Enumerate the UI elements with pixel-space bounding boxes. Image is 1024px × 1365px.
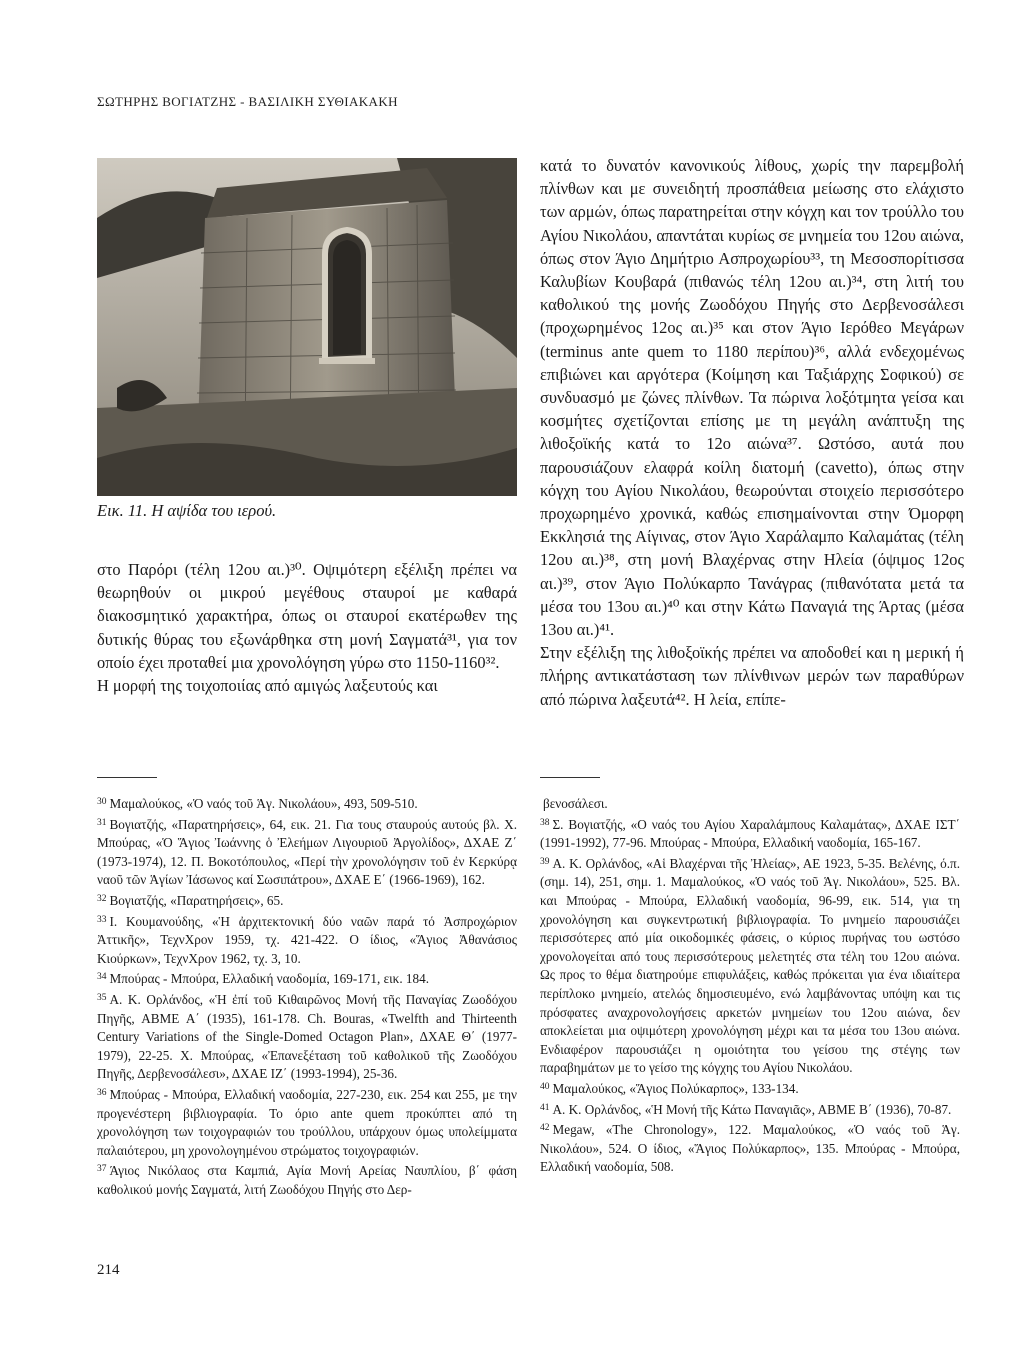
- footnote-number: 41: [540, 1102, 550, 1113]
- footnote-number: 39: [540, 856, 550, 867]
- body-column-left: [97, 558, 517, 697]
- footnote-text: Βογιατζής, «Παρατηρήσεις», 64, εικ. 21. Για τους σταυρούς αυτούς βλ. Χ. Μπούρας, «Ὁ Ἅγιος Ἰωάννης ὁ Ἐλεήμων Λιγουριοῦ Ἀργολίδος», ΔΧΑΕ Ζ΄ (1973-1974), 12. Π. Βοκοτόπουλος, «Περί τὴν χρονολόγησιν τοῦ ἐν Κερκύρᾳ ναοῦ τῶν Ἁγίων Ἰάσωνος καί Σωσιπάτρου», ΔΧΑΕ Ε΄ (1966-1969), 162.: [97, 816, 517, 888]
- footnote-number: 42: [540, 1123, 550, 1134]
- footnote-text: Α. Κ. Ορλάνδος, «Ἡ Μονή τῆς Κάτω Παναγιᾶς», ΑΒΜΕ Β΄ (1936), 70-87.: [552, 1101, 952, 1117]
- footnote: [97, 793, 517, 814]
- footnote: [540, 1078, 960, 1099]
- page-number: 214: [97, 1262, 120, 1278]
- footnote-text: Megaw, «The Chronology», 122. Μαμαλούκος, «Ὁ ναός τοῦ Ἁγ. Νικολάου», 524. Ο ίδιος, «Ἅγιος Πολύκαρπος», 135. Μπούρας - Μπούρα, Ελλαδική ναοδομία, 508.: [540, 1122, 960, 1175]
- footnote-number: 40: [540, 1081, 550, 1092]
- footnote: [540, 1119, 960, 1177]
- figure-caption: Εικ. 11. Η αψίδα του ιερού.: [97, 501, 277, 520]
- footnote-number: 37: [97, 1164, 107, 1175]
- footnote-divider: [97, 777, 157, 778]
- footnote-text: Άγιος Νικόλαος στα Καμπιά, Αγία Μονή Αρείας Ναυπλίου, β΄ φάση καθολικού μονής Σαγματά, λιτή Ζωοδόχου Πηγής στο Δερ-: [97, 1163, 517, 1197]
- footnotes-right: [540, 793, 960, 1177]
- footnote-divider: [540, 777, 600, 778]
- body-column-right: [540, 154, 964, 711]
- footnote-text: Α. Κ. Ορλάνδος, «Ἡ ἐπί τοῦ Κιθαιρῶνος Μονή τῆς Παναγίας Ζωοδόχου Πηγῆς, ΑΒΜΕ Α΄ (1935), 161-178. Ch. Bouras, «Twelfth and Thirteenth Century Variations of the Single-Domed Octagon Plan», ΔΧΑΕ Θ΄ (1977-1979), 22-25. Χ. Μπούρας, «Ἐπανεξέταση τοῦ καθολικοῦ τῆς Ζωοδόχου Πηγῆς, Δερβενοσάλεσι», ΔΧΑΕ ΙΖ΄ (1993-1994), 25-36.: [97, 991, 517, 1082]
- footnotes-left: [97, 793, 517, 1199]
- footnote: [540, 793, 960, 814]
- body-paragraph: Η μορφή της τοιχοποιίας από αμιγώς λαξευτούς και: [97, 676, 438, 696]
- footnote-number: 33: [97, 914, 107, 925]
- footnote-text: Βογιατζής, «Παρατηρήσεις», 65.: [109, 892, 284, 908]
- footnote-number: 38: [540, 817, 550, 828]
- footnote-text: Μαμαλούκος, «Ὁ ναός τοῦ Ἁγ. Νικολάου», 493, 509-510.: [109, 796, 418, 811]
- footnote: [97, 1084, 517, 1160]
- body-paragraph: κατά το δυνατόν κανονικούς λίθους, χωρίς την παρεμβολή πλίνθων και με συνειδητή προσπάθεια μείωσης στο ελάχιστο των αρμών, όπως παρατηρείται στην κόγχη και τον τρούλλο του Αγίου Νικολάου, απαντάται κυρίως σε μνημεία του 12ου αιώνα, όπως στον Άγιο Δημήτριο Ασπροχωρίου³³, τη Μεσοσπορίτισσα Καλυβίων Κουβαρά (πιθανώς τέλη 12ου αι.)³⁴, στη λιτή του καθολικού της μονής Ζωοδόχου Πηγής στο Δερβενοσάλεσι (προχωρημένος 12ος αι.)³⁵ και στον Άγιο Ιερόθεο Μεγάρων (terminus ante quem το 1180 περίπου)³⁶, αλλά ενδεχομένως επιβιώνει και αργότερα (Κοίμηση και Ταξιάρχης Σοφικού) σε συνδυασμό με ζώνες πλίνθων. Τα πώρινα λοξότμητα γείσα και κοσμήτες σχετίζονται επίσης με τη μεγάλη ανάπτυξη της λιθοξοϊκής κατά το 12ο αιώνα³⁷. Ωστόσο, αυτά που παρουσιάζουν ελαφρά κοίλη διατομή (cavetto), όπως στην κόγχη του Αγίου Νικολάου, θεωρούνται στοιχείο περισσότερο προχωρημένο χρονικά, καθώς επισημαίνονται στην Όμορφη Εκκλησιά της Αίγινας, στον Άγιο Χαράλαμπο Καλαμάτας (τέλη 12ου αι.)³⁸, στη μονή Βλαχέρνας στην Ηλεία (όψιμος 12ος αι.)³⁹, στον Άγιο Πολύκαρπο Τανάγρας (πιθανότατα μετά τα μέσα του 13ου αι.)⁴⁰ και στην Κάτω Παναγιά της Άρτας (μέσα 13ου αι.)⁴¹.: [540, 156, 964, 640]
- body-paragraph: στο Παρόρι (τέλη 12ου αι.)³⁰. Οψιμότερη εξέλιξη πρέπει να θεωρηθούν οι μικρού μεγέθους σταυροί με καθαρά διακοσμητικό χαρακτήρα, όπως οι σταυροί εκατέρωθεν της δυτικής θύρας του εξωνάρθηκα στη μονή Σαγματά³¹, για τον οποίο έχει προταθεί μια χρονολόγηση γύρω στο 1150-1160³².: [97, 560, 517, 672]
- footnote: [540, 1099, 960, 1120]
- footnote-text: Μπούρας - Μπούρα, Ελλαδική ναοδομία, 169-171, εικ. 184.: [109, 971, 429, 987]
- footnote-number: 31: [97, 817, 107, 828]
- footnote-text: βενοσάλεσι.: [543, 796, 608, 811]
- footnote: [97, 968, 517, 989]
- footnote-number: 30: [97, 797, 107, 807]
- apse-photo-illustration: [97, 158, 517, 496]
- footnote-text: Ι. Κουμανούδης, «Ἡ ἀρχιτεκτονική δύο ναῶν παρά τό Ἀσπροχώριον Ἀττικῆς», ΤεχνΧρον 1959, τχ. 421-422. Ο ίδιος, «Ἅγιος Ἀθανάσιος Κιούρκων», ΤεχνΧρον 1962, τχ. 3, 10.: [97, 913, 517, 966]
- body-paragraph: Στην εξέλιξη της λιθοξοϊκής πρέπει να αποδοθεί και η μερική ή πλήρης αντικατάσταση των πλίνθινων μερών των παραθύρων από πώρινα λαξευτά⁴². Η λεία, επίπε-: [540, 643, 964, 709]
- footnote: [97, 989, 517, 1084]
- footnote-text: Σ. Βογιατζής, «Ο ναός του Αγίου Χαραλάμπους Καλαμάτας», ΔΧΑΕ ΙΣΤ΄ (1991-1992), 77-96. Μπούρας - Μπούρα, Ελλαδική ναοδομία, 165-167.: [540, 816, 960, 851]
- footnote-text: Μπούρας - Μπούρα, Ελλαδική ναοδομία, 227-230, εικ. 254 και 255, με την προγενέστερη βιβλιογραφία. Το όριο ante quem προκύπτει από τη χρονολόγηση των τοιχογραφιών του τρούλλου, υπάρχουν όμως υπολείμματα παλαιότερου, μη χρονολογημένου στρώματος τοιχογραφιών.: [97, 1086, 517, 1158]
- footnote-number: 36: [97, 1087, 107, 1098]
- apse-photograph: [97, 158, 517, 496]
- footnote-text: Μαμαλούκος, «Ἅγιος Πολύκαρπος», 133-134.: [552, 1080, 799, 1096]
- footnote-number: 35: [97, 992, 107, 1003]
- footnote-number: 34: [97, 972, 107, 983]
- footnote-text: Α. Κ. Ορλάνδος, «Αἱ Βλαχέρναι τῆς Ἠλείας», ΑΕ 1923, 5-35. Βελένης, ό.π. (σημ. 14), 251, σημ. 1. Μαμαλούκος, «Ὁ ναός τοῦ Ἁγ. Νικολάου», 525. Βλ. και Μπούρας - Μπούρα, Ελλαδική ναοδομία, 96-99, εικ. 514, για τη χρονολόγηση και συγκεντρωτική βιβλιογραφία. Το μνημείο παρουσιάζει περισσότερες από μία οικοδομικές φάσεις, ο κύριος πυρήνας του ωστόσο χρονολογείται από τους περισσότερους μελετητές στα τέλη του 12ου αιώνα. Ως προς το θέμα διατηρούμε επιφυλάξεις, καθώς πρόκειται για ένα ιδιαίτερα περίπλοκο μνημείο, ατελώς δημοσιευμένο, ενώ λαμβάνοντας υπόψη και τις πρόσφατες αναχρονολογήσεις αρκετών μνημείων του 12ου αιώνα, δεν αποκλείεται μια οψιμότερη χρονολόγηση μέχρι και τα μέσα του 13ου αιώνα. Ενδιαφέρον παρουσιάζει η ομοιότητα του γείσου της στέγης των παραβημάτων με το γείσο της κόγχης του Αγίου Νικολάου.: [540, 855, 960, 1076]
- footnote: [97, 890, 517, 911]
- footnote: [97, 814, 517, 890]
- footnote: [97, 1160, 517, 1199]
- footnote: [540, 853, 960, 1078]
- running-head: ΣΩΤΗΡΗΣ ΒΟΓΙΑΤΖΗΣ - ΒΑΣΙΛΙΚΗ ΣΥΘΙΑΚΑΚΗ: [97, 94, 398, 109]
- footnote: [97, 911, 517, 969]
- footnote-number: 32: [97, 893, 107, 904]
- footnote: [540, 814, 960, 853]
